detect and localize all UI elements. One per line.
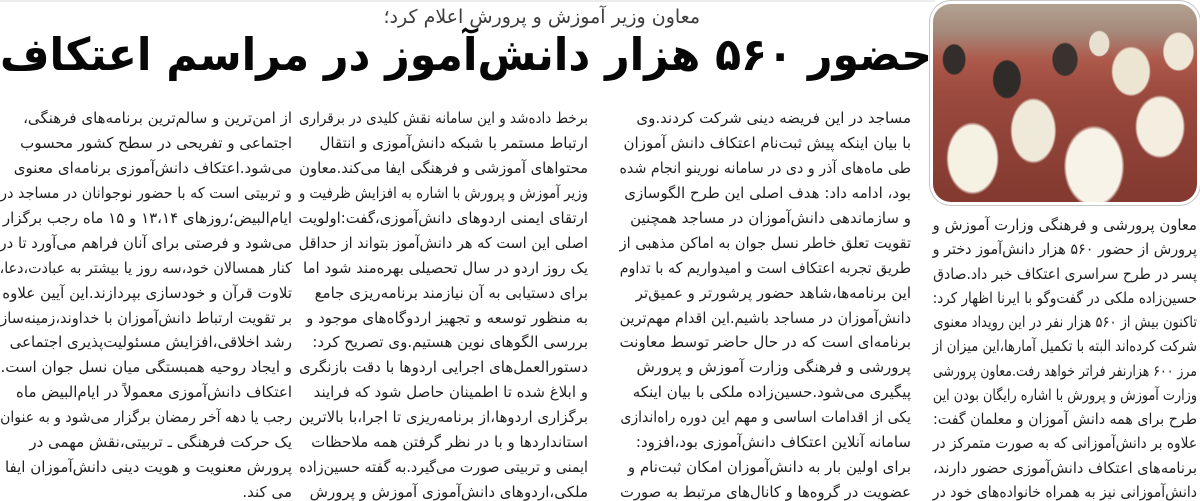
- body-line: شرکت کرده‌اند البته با تکمیل آمارها،این میزان از: [932, 337, 1197, 356]
- body-line: ایمنی و تربیتی صورت می‌گیرد.به گفته حسین‌زاده: [299, 458, 588, 477]
- body-line: و ایجاد روحیه همبستگی میان نسل جوان است.: [0, 358, 292, 377]
- body-line: دانش‌آموزانی نیز به همراه خانواده‌های خود در: [932, 482, 1197, 501]
- body-line: برخط داده‌شد و این سامانه نقش کلیدی در برقراری: [298, 109, 588, 127]
- body-line: تلاوت قرآن و خودسازی بپردازند.این آیین علاوه: [2, 283, 292, 302]
- body-line: مساجد در این فریضه دینی شرکت کردند.وی: [636, 109, 911, 127]
- body-line: استانداردها و با در نظر گرفتن همه ملاحظات: [311, 433, 588, 452]
- body-line: و تربیتی است که با حضور نوجوانان در مساجد در: [0, 183, 293, 202]
- body-line: با بیان اینکه پیش ثبت‌نام اعتکاف دانش آموزان: [623, 133, 911, 152]
- body-line: یکی از اقدامات اساسی و مهم این دوره راه‌اندازی: [620, 408, 911, 427]
- body-line: یک روز اردو در سال تحصیلی بهره‌مند شود اما: [302, 258, 588, 277]
- body-line: می‌شود و فرصتی برای آنان فراهم می‌آورد تا در: [0, 233, 292, 252]
- body-line: تاکنون بیش از ۵۶۰ هزار نفر در این رویداد معنوی: [933, 313, 1197, 331]
- body-line: مرز ۶۰۰ هزارنفر فراتر خواهد رفت.معاون پرورشی: [932, 361, 1197, 380]
- body-line: و ابلاغ شده تا اطمینان حاصل شود که فرایند: [313, 383, 588, 402]
- body-line: می کند.: [242, 483, 292, 501]
- body-line: به منظور توسعه و تجهیز اردوگاه‌های موجود و: [306, 308, 588, 327]
- body-line: محتواهای آموزشی و فرهنگی ایفا می‌کند.معاون: [299, 158, 588, 177]
- body-line: طی ماه‌های آذر و دی در سامانه نورینو انجام شده: [619, 158, 911, 177]
- body-line: برنامه‌ای است که در حال حاضر توسط معاونت: [619, 333, 911, 352]
- body-line: ایام‌البیض؛روزهای ۱۳،۱۴ و ۱۵ ماه رجب برگزار: [2, 208, 292, 227]
- body-line: از امن‌ترین و سالم‌ترین برنامه‌های فرهنگی،: [23, 109, 292, 127]
- body-line: یک حرکت فرهنگی ـ تربیتی،نقش مهمی در: [29, 433, 292, 452]
- body-line: اجتماعی و تفریحی در سطح کشور محسوب: [20, 133, 292, 152]
- body-line: برای اولین بار به دانش‌آموزان امکان ثبت‌نام و: [627, 458, 911, 477]
- body-line: پرورش از حضور ۵۶۰ هزار دانش‌آموز دختر و: [932, 240, 1197, 259]
- body-line: رجب یا دهه آخر رمضان برگزار می‌شود و به عنوان: [0, 408, 293, 427]
- article-column-1: [933, 213, 1197, 501]
- article-column-2: [620, 106, 911, 501]
- article-column-4: [0, 106, 292, 501]
- body-line: پرورشی و فرهنگی وزارت آموزش و پرورش: [636, 358, 911, 377]
- body-line: وزیر آموزش و پرورش با اشاره به افزایش ظرفیت و: [298, 183, 588, 202]
- kicker: معاون وزیر آموزش و پرورش اعلام کرد؛: [383, 6, 700, 28]
- body-line: پسر در طرح سراسری اعتکاف خبر داد.صادق: [933, 264, 1197, 283]
- body-line: ارتباط مستمر با شبکه دانش‌آموزی و انتقال: [319, 133, 588, 152]
- body-line: عضویت در گروه‌ها و کانال‌های مرتبط به صورت: [619, 483, 911, 501]
- body-line: ارتقای ایمنی اردوهای دانش‌آموزی،گفت:اولویت: [298, 208, 588, 227]
- body-line: علاوه بر دانش‌آموزانی که به صورت متمرکز در: [932, 434, 1197, 453]
- body-line: بر تقویت ارتباط دانش‌آموزان با خداوند،زمینه‌ساز: [0, 308, 292, 327]
- top-divider: [0, 0, 935, 2]
- body-line: تقویت تعلق خاطر نسل جوان به اماکن مذهبی از: [619, 233, 911, 252]
- body-line: کنار همسالان خود،سه روز یا بیشتر به عبادت،دعا،: [0, 258, 292, 277]
- body-line: بررسی الگوهای نوین هستیم.وی تصریح کرد:: [312, 333, 588, 352]
- body-line: می‌شود.اعتکاف دانش‌آموزی برنامه‌ای معنوی: [13, 158, 292, 177]
- body-line: برنامه‌های اعتکاف دانش‌آموزی حضور دارند،: [933, 458, 1197, 477]
- body-line: طرح برای همه دانش آموزان و معلمان گفت:: [932, 410, 1197, 428]
- body-line: سامانه آنلاین اعتکاف دانش‌آموزی بود،افزود:: [635, 433, 911, 452]
- body-line: معاون پرورشی و فرهنگی وزارت آموزش و: [932, 216, 1197, 234]
- etekaf-photo: [933, 4, 1197, 202]
- body-line: برگزاری اردوها،از برنامه‌ریزی تا اجرا،با بالاترین: [298, 408, 588, 427]
- body-line: این برنامه‌ها،شاهد حضور پرشورتر و عمیق‌تر: [635, 283, 911, 302]
- article-column-3: [299, 106, 588, 501]
- body-line: ملکی،اردوهای دانش‌آموزی آموزش و پرورش: [309, 483, 588, 501]
- body-line: بود، ادامه داد: هدف اصلی این طرح الگوسازی: [624, 183, 911, 202]
- body-line: پرورش معنویت و هویت دینی دانش‌آموزان ایفا: [4, 458, 292, 477]
- body-line: وزارت آموزش و پرورش با اشاره رایگان بودن این: [932, 385, 1197, 404]
- body-line: اعتکاف دانش‌آموزی معمولاً در ایام‌البیض ماه: [16, 383, 292, 402]
- body-line: دستورالعمل‌های اجرایی اردوها با دقت بازنگری: [299, 358, 588, 377]
- body-line: دانش‌آموزان در مساجد باشیم.این اقدام مهم‌ترین: [619, 308, 911, 327]
- body-line: پیگیری می‌شود.حسین‌زاده ملکی با بیان اینکه: [632, 383, 911, 402]
- body-line: برای دستیابی به آن نیازمند برنامه‌ریزی جامع: [314, 283, 588, 302]
- body-line: رشد اخلاقی،افزایش مسئولیت‌پذیری اجتماعی: [9, 333, 292, 352]
- body-line: طریق تجربه اعتکاف است و امیدواریم که با تداوم: [619, 258, 911, 277]
- body-line: و سازماندهی دانش‌آموزان در مساجد همچنین: [630, 208, 911, 227]
- headline: حضور ۵۶۰ هزار دانش‌آموز در مراسم اعتکاف: [0, 28, 932, 81]
- body-line: حسین‌زاده ملکی در گفت‌وگو با ایرنا اظهار کرد:: [932, 288, 1197, 307]
- body-line: اصلی این است که هر دانش‌آموز بتواند از حداقل: [298, 233, 588, 252]
